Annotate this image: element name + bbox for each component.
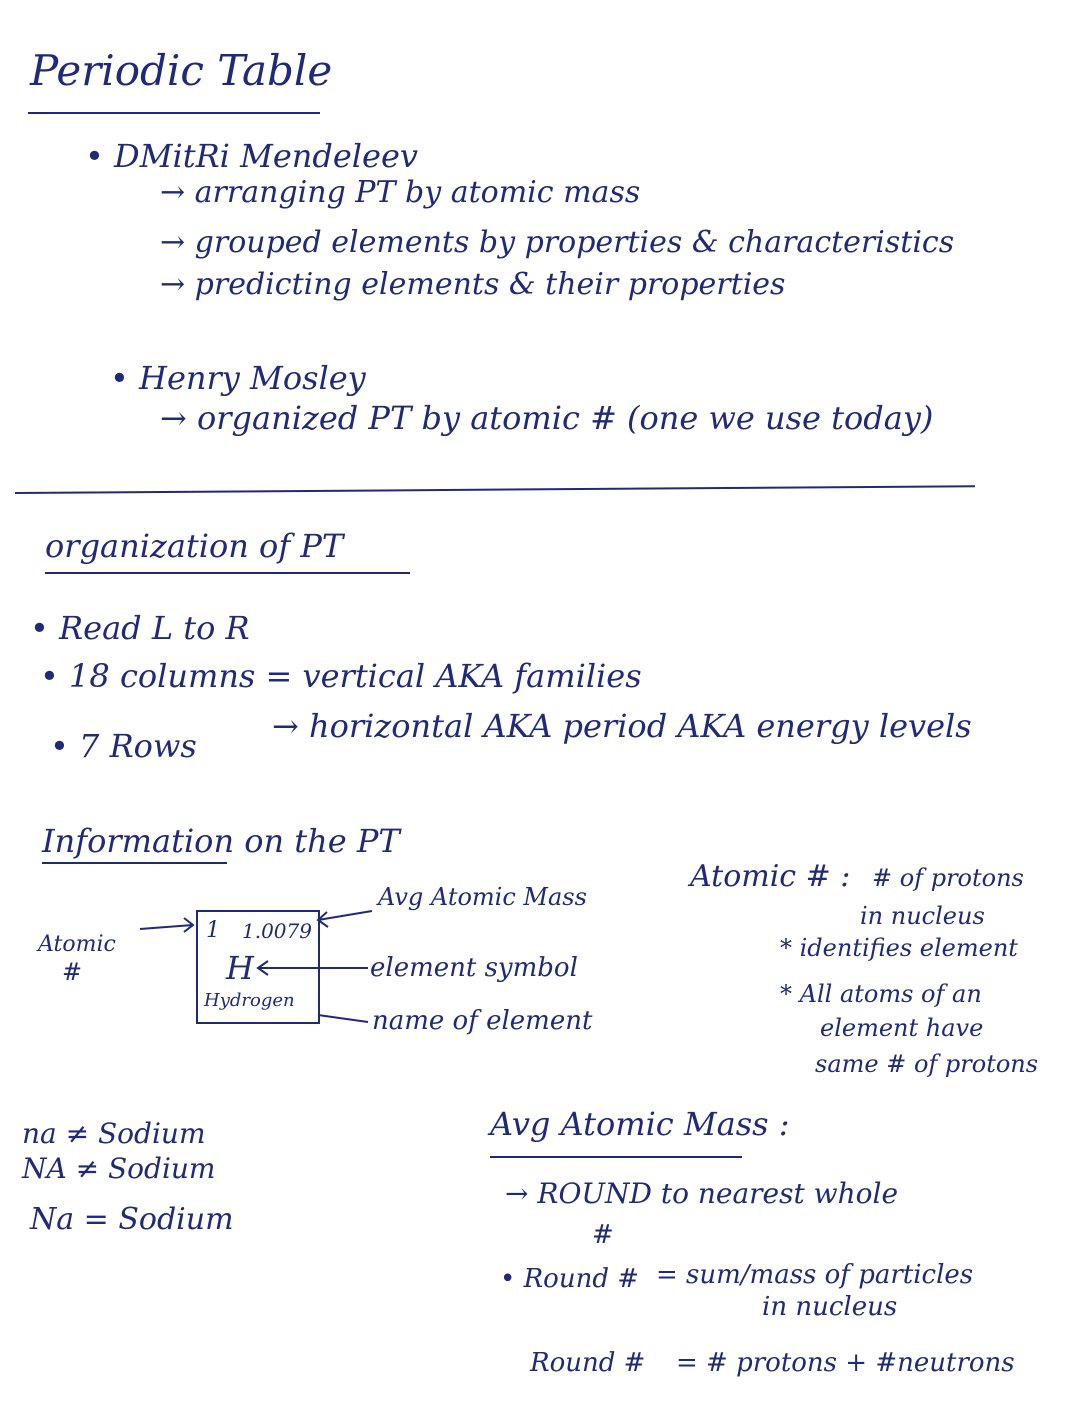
atomic-number-def-3: * identifies element — [780, 934, 1018, 962]
avg-mass-eq1-right-2: in nucleus — [762, 1292, 898, 1322]
element-name: Hydrogen — [204, 990, 295, 1011]
organization-point-1: • Read L to R — [30, 609, 250, 647]
sodium-note-3: Na = Sodium — [30, 1202, 234, 1237]
mendeleev-point-3: → predicting elements & their properties — [160, 267, 786, 302]
organization-point-2: • 18 columns = vertical AKA families — [40, 657, 642, 695]
mendeleev-point-2: → grouped elements by properties & characteristics — [160, 225, 955, 260]
atomic-number-def-1: # of protons — [872, 864, 1024, 892]
mendeleev-heading: • DMitRi Mendeleev — [85, 137, 418, 175]
mosley-point: → organized PT by atomic # (one we use today) — [160, 399, 934, 437]
sodium-note-1: na ≠ Sodium — [22, 1117, 206, 1150]
organization-heading: organization of PT — [45, 527, 344, 565]
atomic-number-def-5: element have — [820, 1014, 984, 1042]
atomic-number-def-2: in nucleus — [860, 902, 985, 930]
information-heading: Information on the PT — [42, 822, 400, 860]
diagram-atomic-hash: # — [62, 958, 83, 986]
avg-mass-eq2-left: Round # — [530, 1348, 646, 1378]
element-atomic-number: 1 — [206, 918, 220, 943]
atomic-number-def-4: * All atoms of an — [780, 980, 982, 1008]
organization-point-4: → horizontal AKA period AKA energy levels — [272, 707, 972, 745]
label-element-symbol: element symbol — [370, 953, 578, 983]
sodium-note-2: NA ≠ Sodium — [22, 1152, 216, 1185]
diagram-atomic-label: Atomic — [38, 932, 116, 957]
atomic-number-def-6: same # of protons — [815, 1050, 1039, 1078]
avg-mass-eq1-right: = sum/mass of particles — [656, 1260, 974, 1290]
avg-mass-eq2-right: = # protons + #neutrons — [676, 1348, 1015, 1378]
element-mass: 1.0079 — [242, 919, 312, 943]
label-element-name: name of element — [372, 1006, 593, 1036]
avg-mass-round-line: → ROUND to nearest whole — [505, 1177, 899, 1210]
avg-mass-eq1-left: • Round # — [500, 1264, 640, 1294]
atomic-number-term: Atomic # : — [690, 859, 851, 894]
mendeleev-point-1: → arranging PT by atomic mass — [160, 175, 641, 210]
avg-mass-round-hash: # — [592, 1220, 614, 1250]
avg-mass-underline — [490, 1156, 742, 1158]
element-symbol: H — [226, 949, 254, 987]
page-title: Periodic Table — [30, 46, 333, 95]
mosley-heading: • Henry Mosley — [110, 359, 366, 397]
organization-point-3: • 7 Rows — [50, 727, 197, 765]
avg-mass-heading: Avg Atomic Mass : — [490, 1105, 790, 1143]
label-avg-atomic-mass: Avg Atomic Mass — [378, 883, 587, 911]
